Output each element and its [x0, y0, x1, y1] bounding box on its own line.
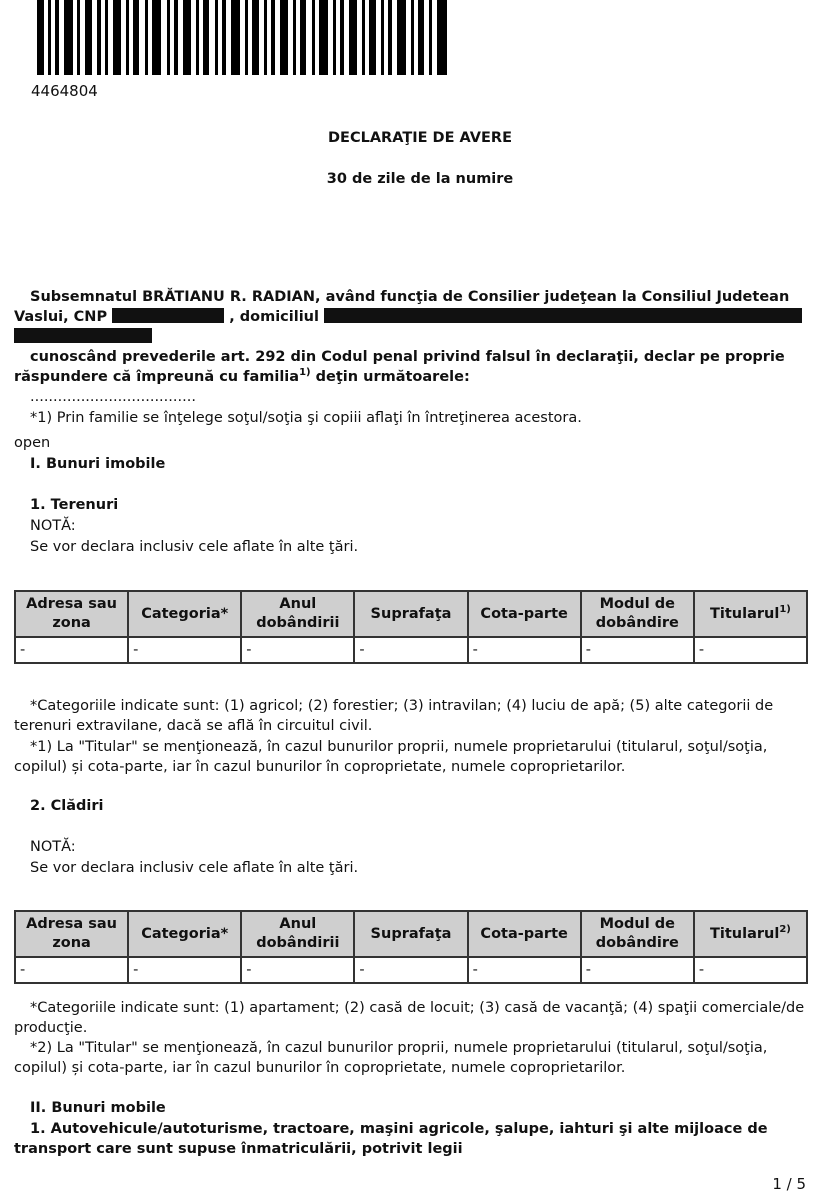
document-subtitle: 30 de zile de la numire — [326, 171, 514, 187]
intro-declarant — [14, 287, 814, 347]
cladiri-title: 2. Clădiri — [30, 798, 104, 814]
titular-label: Titularul — [709, 925, 780, 942]
document-title: DECLARAŢIE DE AVERE — [328, 130, 512, 146]
column-header: Categoria* — [128, 911, 241, 957]
column-header-titular — [694, 911, 807, 957]
open-label: open — [14, 435, 51, 451]
table-cell: - — [468, 957, 581, 983]
barcode-number: 4464804 — [31, 82, 98, 100]
section-bunuri-imobile-title: I. Bunuri imobile — [30, 456, 166, 472]
column-header: Cota-parte — [468, 591, 581, 637]
table-cell: - — [15, 957, 128, 983]
terenuri-nota-label: NOTĂ: — [30, 518, 76, 534]
column-header-titular — [694, 591, 807, 637]
column-header: Anul dobândirii — [241, 911, 354, 957]
table-cell: - — [581, 957, 694, 983]
terenuri-nota-text: Se vor declara inclusiv cele aflate în alte ţări. — [30, 539, 359, 555]
cladiri-categorii-note: *Categoriile indicate sunt: (1) apartament; (2) casă de locuit; (3) casă de vacanţă; (4) spaţii comerciale/de producţie. — [14, 1000, 805, 1036]
table-row — [15, 957, 807, 983]
terenuri-categorii-note: *Categoriile indicate sunt: (1) agricol; (2) forestier; (3) intravilan; (4) luciu de apă; (5) alte categorii de terenuri extravilane, dacă se află în circuitul civil. — [14, 698, 774, 734]
redacted-address — [324, 308, 802, 323]
column-header: Cota-parte — [468, 911, 581, 957]
terenuri-table — [14, 590, 808, 664]
table-cell: - — [128, 637, 241, 663]
table-cell: - — [468, 637, 581, 663]
table-cell: - — [694, 637, 807, 663]
footnote-mark: 2) — [779, 923, 791, 935]
table-header-row — [15, 911, 807, 957]
table-header-row — [15, 591, 807, 637]
intro-line2-end: deţin următoarele: — [310, 369, 470, 385]
dotted-line: .................................... — [30, 389, 196, 405]
cladiri-table — [14, 910, 808, 984]
footnote-mark: 1) — [299, 367, 311, 379]
table-cell: - — [128, 957, 241, 983]
redacted-cnp — [112, 308, 224, 323]
family-footnote: *1) Prin familie se înţelege soţul/soţia şi copiii aflaţi în întreţinerea acestora. — [30, 410, 582, 426]
column-header: Modul de dobândire — [581, 591, 694, 637]
table-cell: - — [241, 637, 354, 663]
intro-legal-statement — [14, 347, 814, 387]
column-header: Categoria* — [128, 591, 241, 637]
cladiri-titular-note: *2) La "Titular" se menţionează, în cazul bunurilor proprii, numele proprietarului (titularul, soţul/soţia, copilul) și cota-parte, iar în cazul bunurilor în coproprietate, numele coproprietarilor. — [14, 1040, 768, 1076]
column-header: Adresa sau zona — [15, 591, 128, 637]
titular-label: Titularul — [709, 605, 780, 622]
page-number: 1 / 5 — [772, 1175, 806, 1193]
terenuri-titular-note: *1) La "Titular" se menţionează, în cazul bunurilor proprii, numele proprietarului (titularul, soţul/soţia, copilul) și cota-parte, iar în cazul bunurilor în coproprietate, numele coproprietarilor. — [14, 739, 768, 775]
column-header: Adresa sau zona — [15, 911, 128, 957]
table-cell: - — [694, 957, 807, 983]
barcode-image — [37, 0, 447, 75]
redacted-address-cont — [14, 328, 152, 343]
intro-line1: Subsemnatul BRĂTIANU R. RADIAN, având funcţia de Consilier judeţean la Consiliul Judetean Vaslui, CNP — [14, 289, 790, 325]
table-cell: - — [354, 957, 467, 983]
column-header: Modul de dobândire — [581, 911, 694, 957]
table-row — [15, 637, 807, 663]
table-cell: - — [15, 637, 128, 663]
table-cell: - — [241, 957, 354, 983]
autovehicule-title: 1. Autovehicule/autoturisme, tractoare, maşini agricole, şalupe, iahturi şi alte mijloace de transport care sunt supuse înmatriculării, potrivit legii — [14, 1121, 768, 1157]
footnote-mark: 1) — [779, 603, 791, 615]
terenuri-title: 1. Terenuri — [30, 497, 119, 513]
column-header: Anul dobândirii — [241, 591, 354, 637]
intro-domiciliul: , domiciliul — [229, 309, 319, 325]
column-header: Suprafaţa — [354, 911, 467, 957]
table-cell: - — [354, 637, 467, 663]
table-cell: - — [581, 637, 694, 663]
cladiri-nota-text: Se vor declara inclusiv cele aflate în alte ţări. — [30, 860, 359, 876]
intro-line2: cunoscând prevederile art. 292 din Codul penal privind falsul în declaraţii, declar pe proprie răspundere că împreună cu familia — [14, 349, 785, 385]
section-bunuri-mobile-title: II. Bunuri mobile — [30, 1100, 166, 1116]
column-header: Suprafaţa — [354, 591, 467, 637]
cladiri-nota-label: NOTĂ: — [30, 839, 76, 855]
